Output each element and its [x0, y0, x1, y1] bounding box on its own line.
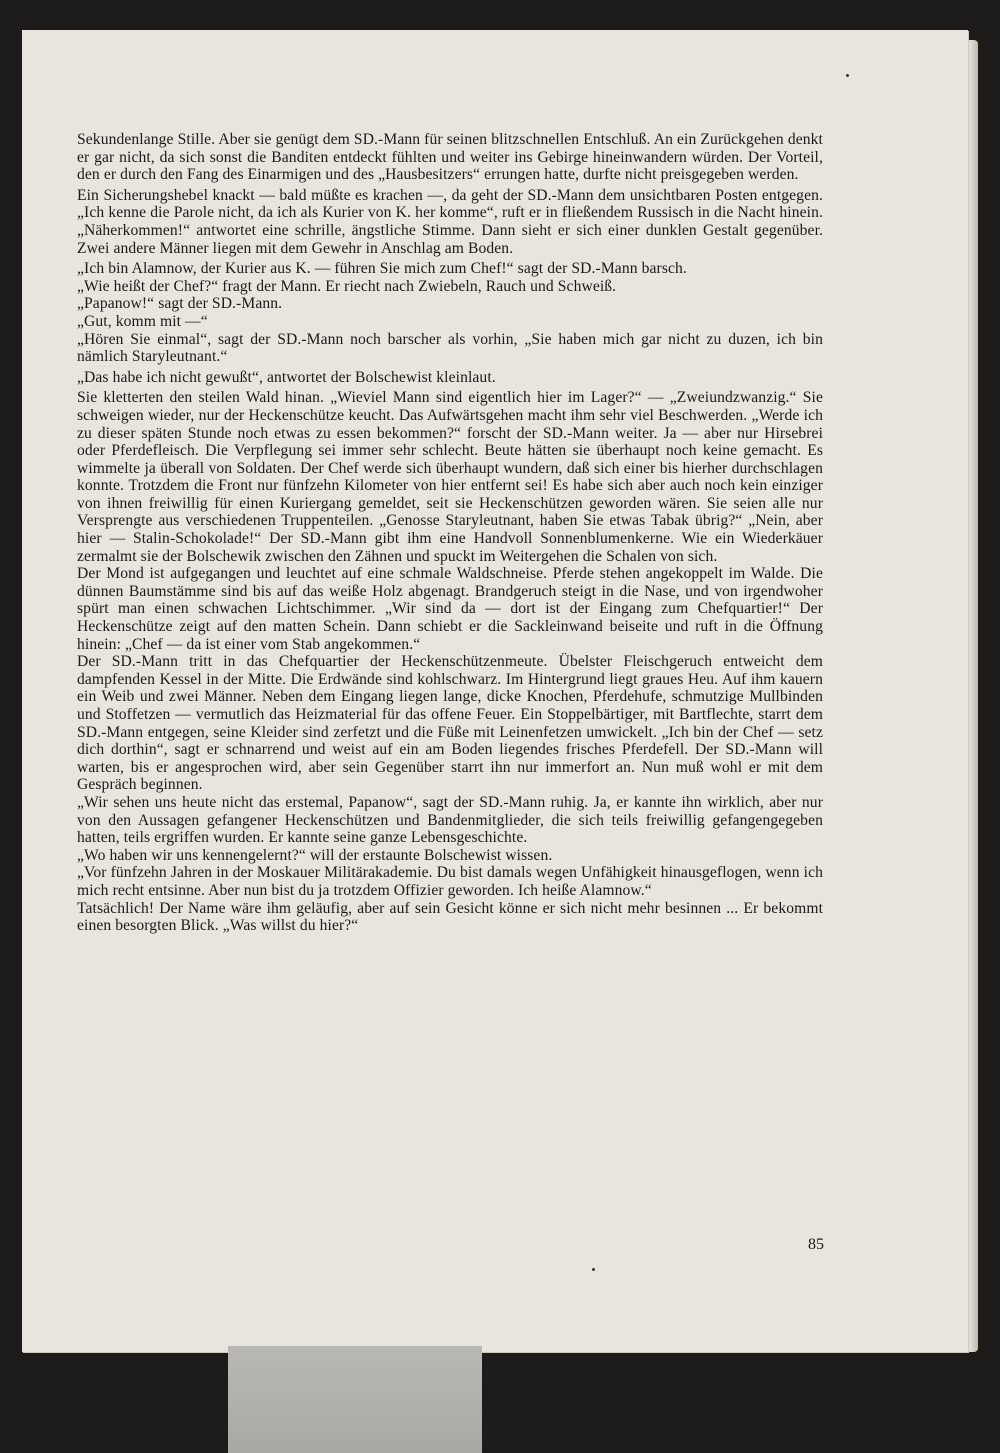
paragraph: „Wie heißt der Chef?“ fragt der Mann. Er riecht nach Zwiebeln, Rauch und Schweiß. — [77, 277, 617, 295]
reference-card — [228, 1346, 482, 1453]
paragraph: Der SD.-Mann tritt in das Chefquartier der Heckenschützenmeute. Übelster Fleischgeruch entweicht dem dampfenden Kessel in der Mitte. Die Erdwände sind kohlschwarz. Im Hintergrund liegt graues Heu. Auf ihm kauern ein Weib und zwei Männer. Neben dem Eingang liegen lange, dicke Knochen, Pferdehufe, schmutzige Mullbinden und Stoffetzen — vermutlich das Heizmaterial für das offene Feuer. Ein Stoppelbärtiger, mit Bartflechte, starrt dem SD.-Mann entgegen, seine Kleider sind zerfetzt und die Füße mit Leinenfetzen umwickelt. „Ich bin der Chef — setz dich dorthin“, sagt er schnarrend und weist auf ein am Boden liegendes frisches Pferdefell. Der SD.-Mann will warten, bis er angesprochen wird, aber sein Gegenüber starrt ihn nur immerfort an. Nun muß wohl er mit dem Gespräch beginnen. — [77, 653, 823, 794]
paragraph: „Wo haben wir uns kennengelernt?“ will der erstaunte Bolschewist wissen. — [77, 846, 553, 864]
paragraph: „Wir sehen uns heute nicht das erstemal, Papanow“, sagt der SD.-Mann ruhig. Ja, er kannte ihn wirklich, aber nur von den Aussagen gefangener Heckenschützen und Bandenmitglieder, die sich teils freiwillig gefangengegeben hatten, teils ergriffen wurden. Er kannte seine ganze Lebensgeschichte. — [77, 793, 823, 847]
paragraph: „Hören Sie einmal“, sagt der SD.-Mann noch barscher als vorhin, „Sie haben mich gar nicht zu duzen, ich bin nämlich Staryleutnant.“ — [77, 330, 823, 366]
paragraph: „Papanow!“ sagt der SD.-Mann. — [77, 295, 283, 313]
paragraph: „Gut, komm mit —“ — [77, 312, 208, 330]
page-number: 85 — [808, 1236, 824, 1253]
paragraph: Sie kletterten den steilen Wald hinan. „Wieviel Mann sind eigentlich hier im Lager?“ — „Zweiundzwanzig.“ Sie schweigen wieder, nur der Heckenschütze keucht. Das Aufwärtsgehen macht ihm sehr viel Beschwerden. „Werde ich zu dieser späten Stunde noch etwas zu essen bekommen?“ forscht der SD.-Mann weiter. Ja — aber nur Hirsebrei oder Pferdefleisch. Die Verpflegung sei immer sehr schlecht. Beute hätten sie überhaupt noch keine gemacht. Es wimmelte ja überall von Soldaten. Der Chef werde sich überhaupt wundern, daß sich einer bis hierher durchschlagen konnte. Trotzdem die Front nur fünfzehn Kilometer von hier entfernt sei! Es habe sich aber auch noch kein einziger von ihnen freiwillig für einen Kuriergang gemeldet, seit sie Heckenschützen geworden wären. Sie seien alle nur Versprengte aus verschiedenen Truppenteilen. „Genosse Staryleutnant, haben Sie etwas Tabak übrig?“ „Nein, aber hier — Stalin-Schokolade!“ Der SD.-Mann gibt ihm eine Handvoll Sonnenblumenkerne. Wie ein Wiederkäuer zermalmt sie der Bolschewik zwischen den Zähnen und spuckt im Weitergehen die Schalen von sich. — [77, 389, 823, 565]
body-text — [77, 131, 823, 935]
paragraph: Der Mond ist aufgegangen und leuchtet auf eine schmale Waldschneise. Pferde stehen angekoppelt im Walde. Die dünnen Baumstämme sind bis auf das weiße Holz abgenagt. Brandgeruch steigt in die Nase, und von irgendwoher spürt man einen schwachen Lichtschimmer. „Wir sind da — dort ist der Eingang zum Chefquartier!“ Der Heckenschütze zeigt auf den matten Schein. Dann schiebt er die Sackleinwand beiseite und ruft in die Öffnung hinein: „Chef — da ist einer vom Stab angekommen.“ — [77, 565, 823, 653]
paragraph: Ein Sicherungshebel knackt — bald müßte es krachen —, da geht der SD.-Mann dem unsichtbaren Posten entgegen. „Ich kenne die Parole nicht, da ich als Kurier von K. her komme“, ruft er in fließendem Russisch in die Nacht hinein. „Näherkommen!“ antwortet eine schrille, ängstliche Stimme. Dann sieht er sich einer dunklen Gestalt gegenüber. Zwei andere Männer liegen mit dem Gewehr in Anschlag am Boden. — [77, 186, 823, 257]
paragraph: „Das habe ich nicht gewußt“, antwortet der Bolschewist kleinlaut. — [77, 368, 496, 386]
paragraph: „Vor fünfzehn Jahren in der Moskauer Militärakademie. Du bist damals wegen Unfähigkeit hinausgeflogen, wenn ich mich recht entsinne. Aber nun bist du ja trotzdem Offizier geworden. Ich heiße Alamnow.“ — [77, 864, 823, 899]
book-page — [22, 30, 968, 1352]
paragraph: „Ich bin Alamnow, der Kurier aus K. — führen Sie mich zum Chef!“ sagt der SD.-Mann barsch. — [77, 260, 687, 278]
paragraph: Tatsächlich! Der Name wäre ihm geläufig, aber auf sein Gesicht könne er sich nicht mehr besinnen ... Er bekommt einen besorgten Blick. „Was willst du hier?“ — [77, 899, 823, 935]
paper-speck — [846, 74, 849, 77]
paper-speck — [592, 1268, 595, 1271]
paragraph: Sekundenlange Stille. Aber sie genügt dem SD.-Mann für seinen blitzschnellen Entschluß. An ein Zurückgehen denkt er gar nicht, da sich sonst die Banditen entdeckt fühlten und weiter ins Gebirge hineinwandern würden. Der Vorteil, den er durch den Fang des Einarmigen und des „Hausbesitzers“ errungen hatte, durfte nicht preisgegeben werden. — [77, 131, 823, 184]
